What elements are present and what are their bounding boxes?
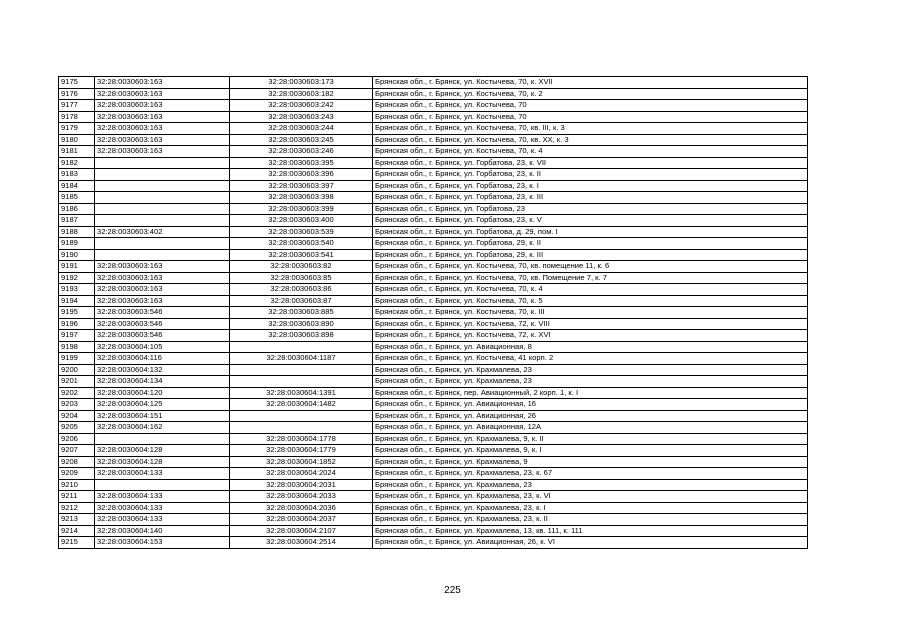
cadastral-number-cell: 32:28:0030603:85 <box>230 272 373 284</box>
cadastral-quarter-cell: 32:28:0030603:163 <box>95 100 230 112</box>
row-number-cell: 9178 <box>59 111 95 123</box>
row-number-cell: 9194 <box>59 295 95 307</box>
cadastral-quarter-cell <box>95 215 230 227</box>
address-cell: Брянская обл., г. Брянск, ул. Костычева, 70, к. III <box>373 307 808 319</box>
cadastral-quarter-cell: 32:28:0030604:140 <box>95 525 230 537</box>
table-row <box>59 238 808 250</box>
table-row <box>59 134 808 146</box>
row-number-cell: 9181 <box>59 146 95 158</box>
cadastral-number-cell: 32:28:0030603:541 <box>230 249 373 261</box>
row-number-cell: 9195 <box>59 307 95 319</box>
cadastral-number-cell: 32:28:0030603:182 <box>230 88 373 100</box>
cadastral-number-cell: 32:28:0030604:2107 <box>230 525 373 537</box>
table-row <box>59 123 808 135</box>
address-cell: Брянская обл., г. Брянск, ул. Авиационная, 12А <box>373 422 808 434</box>
address-cell: Брянская обл., г. Брянск, ул. Крахмалева, 23, к. I <box>373 502 808 514</box>
cadastral-number-cell: 32:28:0030604:2033 <box>230 491 373 503</box>
table-row <box>59 307 808 319</box>
table-row <box>59 479 808 491</box>
address-cell: Брянская обл., г. Брянск, ул. Костычева, 70, кв. XX, к. 3 <box>373 134 808 146</box>
table-row <box>59 284 808 296</box>
table-row <box>59 456 808 468</box>
cadastral-number-cell: 32:28:0030604:2036 <box>230 502 373 514</box>
cadastral-quarter-cell <box>95 157 230 169</box>
address-cell: Брянская обл., г. Брянск, ул. Крахмалева, 23 <box>373 376 808 388</box>
table-row <box>59 376 808 388</box>
row-number-cell: 9175 <box>59 77 95 89</box>
table-row <box>59 272 808 284</box>
cadastral-quarter-cell <box>95 238 230 250</box>
table-row <box>59 203 808 215</box>
cadastral-number-cell <box>230 364 373 376</box>
cadastral-registry-table <box>58 76 808 549</box>
address-cell: Брянская обл., г. Брянск, ул. Костычева, 70 <box>373 100 808 112</box>
row-number-cell: 9200 <box>59 364 95 376</box>
table-row <box>59 261 808 273</box>
table-row <box>59 433 808 445</box>
address-cell: Брянская обл., г. Брянск, ул. Костычева, 70, к. 4 <box>373 284 808 296</box>
cadastral-quarter-cell: 32:28:0030604:120 <box>95 387 230 399</box>
address-cell: Брянская обл., г. Брянск, ул. Авиационная, 26, к. VI <box>373 537 808 549</box>
cadastral-quarter-cell: 32:28:0030604:128 <box>95 445 230 457</box>
address-cell: Брянская обл., г. Брянск, ул. Горбатова, 23, к. II <box>373 169 808 181</box>
address-cell: Брянская обл., г. Брянск, ул. Крахмалева, 23, к. II <box>373 514 808 526</box>
cadastral-number-cell <box>230 376 373 388</box>
address-cell: Брянская обл., г. Брянск, ул. Костычева, 70, к. XVII <box>373 77 808 89</box>
cadastral-number-cell: 32:28:0030603:242 <box>230 100 373 112</box>
row-number-cell: 9208 <box>59 456 95 468</box>
cadastral-number-cell: 32:28:0030603:173 <box>230 77 373 89</box>
cadastral-number-cell: 32:28:0030604:2514 <box>230 537 373 549</box>
row-number-cell: 9182 <box>59 157 95 169</box>
cadastral-number-cell: 32:28:0030604:1778 <box>230 433 373 445</box>
cadastral-number-cell: 32:28:0030604:2037 <box>230 514 373 526</box>
row-number-cell: 9180 <box>59 134 95 146</box>
cadastral-number-cell: 32:28:0030603:245 <box>230 134 373 146</box>
cadastral-quarter-cell: 32:28:0030603:163 <box>95 272 230 284</box>
address-cell: Брянская обл., г. Брянск, ул. Горбатова, 23, к. III <box>373 192 808 204</box>
cadastral-number-cell: 32:28:0030603:246 <box>230 146 373 158</box>
cadastral-number-cell: 32:28:0030603:396 <box>230 169 373 181</box>
table-row <box>59 249 808 261</box>
address-cell: Брянская обл., г. Брянск, ул. Костычева, 70, к. 2 <box>373 88 808 100</box>
table-row <box>59 295 808 307</box>
cadastral-quarter-cell: 32:28:0030604:133 <box>95 468 230 480</box>
address-cell: Брянская обл., г. Брянск, ул. Крахмалева, 9, к. II <box>373 433 808 445</box>
cadastral-quarter-cell: 32:28:0030604:151 <box>95 410 230 422</box>
table-row <box>59 399 808 411</box>
cadastral-quarter-cell: 32:28:0030603:546 <box>95 307 230 319</box>
cadastral-quarter-cell: 32:28:0030603:163 <box>95 88 230 100</box>
table-row <box>59 192 808 204</box>
cadastral-quarter-cell: 32:28:0030604:133 <box>95 502 230 514</box>
address-cell: Брянская обл., г. Брянск, ул. Горбатова, 29, к. II <box>373 238 808 250</box>
row-number-cell: 9186 <box>59 203 95 215</box>
address-cell: Брянская обл., г. Брянск, ул. Костычева, 41 корп. 2 <box>373 353 808 365</box>
cadastral-quarter-cell: 32:28:0030603:163 <box>95 77 230 89</box>
table-row <box>59 215 808 227</box>
row-number-cell: 9205 <box>59 422 95 434</box>
cadastral-number-cell: 32:28:0030604:1187 <box>230 353 373 365</box>
table-row <box>59 364 808 376</box>
table-row <box>59 353 808 365</box>
cadastral-quarter-cell <box>95 249 230 261</box>
row-number-cell: 9203 <box>59 399 95 411</box>
row-number-cell: 9206 <box>59 433 95 445</box>
cadastral-number-cell: 32:28:0030604:1852 <box>230 456 373 468</box>
address-cell: Брянская обл., г. Брянск, ул. Крахмалева, 9 <box>373 456 808 468</box>
table-row <box>59 525 808 537</box>
address-cell: Брянская обл., г. Брянск, ул. Костычева, 72, к. XVI <box>373 330 808 342</box>
cadastral-quarter-cell: 32:28:0030603:546 <box>95 330 230 342</box>
address-cell: Брянская обл., г. Брянск, пер. Авиационный, 2 корп. 1, к. I <box>373 387 808 399</box>
row-number-cell: 9214 <box>59 525 95 537</box>
row-number-cell: 9188 <box>59 226 95 238</box>
table-row <box>59 226 808 238</box>
cadastral-quarter-cell: 32:28:0030603:163 <box>95 284 230 296</box>
cadastral-quarter-cell: 32:28:0030604:125 <box>95 399 230 411</box>
address-cell: Брянская обл., г. Брянск, ул. Горбатова, 23, к. VII <box>373 157 808 169</box>
table-row <box>59 387 808 399</box>
table-row <box>59 537 808 549</box>
cadastral-number-cell: 32:28:0030603:539 <box>230 226 373 238</box>
table-row <box>59 341 808 353</box>
row-number-cell: 9210 <box>59 479 95 491</box>
cadastral-number-cell: 32:28:0030603:890 <box>230 318 373 330</box>
cadastral-quarter-cell <box>95 180 230 192</box>
row-number-cell: 9192 <box>59 272 95 284</box>
row-number-cell: 9196 <box>59 318 95 330</box>
row-number-cell: 9176 <box>59 88 95 100</box>
cadastral-quarter-cell: 32:28:0030603:163 <box>95 134 230 146</box>
row-number-cell: 9189 <box>59 238 95 250</box>
cadastral-number-cell <box>230 422 373 434</box>
cadastral-quarter-cell <box>95 479 230 491</box>
row-number-cell: 9207 <box>59 445 95 457</box>
row-number-cell: 9183 <box>59 169 95 181</box>
row-number-cell: 9204 <box>59 410 95 422</box>
row-number-cell: 9197 <box>59 330 95 342</box>
table-row <box>59 77 808 89</box>
address-cell: Брянская обл., г. Брянск, ул. Костычева, 70, к. 4 <box>373 146 808 158</box>
row-number-cell: 9190 <box>59 249 95 261</box>
cadastral-number-cell <box>230 410 373 422</box>
row-number-cell: 9199 <box>59 353 95 365</box>
row-number-cell: 9201 <box>59 376 95 388</box>
cadastral-quarter-cell: 32:28:0030604:105 <box>95 341 230 353</box>
address-cell: Брянская обл., г. Брянск, ул. Горбатова, 23 <box>373 203 808 215</box>
address-cell: Брянская обл., г. Брянск, ул. Авиационная, 8 <box>373 341 808 353</box>
cadastral-number-cell: 32:28:0030603:244 <box>230 123 373 135</box>
table-row <box>59 468 808 480</box>
address-cell: Брянская обл., г. Брянск, ул. Горбатова, 23, к. V <box>373 215 808 227</box>
cadastral-quarter-cell: 32:28:0030604:128 <box>95 456 230 468</box>
table-row <box>59 318 808 330</box>
row-number-cell: 9179 <box>59 123 95 135</box>
row-number-cell: 9198 <box>59 341 95 353</box>
table-row <box>59 422 808 434</box>
address-cell: Брянская обл., г. Брянск, ул. Костычева, 70 <box>373 111 808 123</box>
table-row <box>59 100 808 112</box>
row-number-cell: 9193 <box>59 284 95 296</box>
table-row <box>59 491 808 503</box>
cadastral-quarter-cell: 32:28:0030604:132 <box>95 364 230 376</box>
address-cell: Брянская обл., г. Брянск, ул. Костычева, 72, к. VIII <box>373 318 808 330</box>
row-number-cell: 9211 <box>59 491 95 503</box>
table-row <box>59 330 808 342</box>
cadastral-quarter-cell: 32:28:0030603:163 <box>95 295 230 307</box>
row-number-cell: 9209 <box>59 468 95 480</box>
cadastral-quarter-cell: 32:28:0030603:163 <box>95 261 230 273</box>
cadastral-quarter-cell: 32:28:0030604:116 <box>95 353 230 365</box>
address-cell: Брянская обл., г. Брянск, ул. Авиационная, 26 <box>373 410 808 422</box>
table-row <box>59 146 808 158</box>
cadastral-number-cell: 32:28:0030603:243 <box>230 111 373 123</box>
cadastral-number-cell: 32:28:0030603:399 <box>230 203 373 215</box>
address-cell: Брянская обл., г. Брянск, ул. Костычева, 70, к. 5 <box>373 295 808 307</box>
table-row <box>59 410 808 422</box>
address-cell: Брянская обл., г. Брянск, ул. Костычева, 70, кв. III, к. 3 <box>373 123 808 135</box>
address-cell: Брянская обл., г. Брянск, ул. Крахмалева, 9, к. I <box>373 445 808 457</box>
cadastral-quarter-cell <box>95 169 230 181</box>
row-number-cell: 9185 <box>59 192 95 204</box>
table-row <box>59 445 808 457</box>
cadastral-quarter-cell: 32:28:0030604:162 <box>95 422 230 434</box>
address-cell: Брянская обл., г. Брянск, ул. Крахмалева, 23 <box>373 479 808 491</box>
address-cell: Брянская обл., г. Брянск, ул. Костычева, 70, кв. помещение 11, к. 6 <box>373 261 808 273</box>
table-row <box>59 514 808 526</box>
cadastral-number-cell: 32:28:0030603:898 <box>230 330 373 342</box>
address-cell: Брянская обл., г. Брянск, ул. Крахмалева, 23 <box>373 364 808 376</box>
address-cell: Брянская обл., г. Брянск, ул. Горбатова, 29, к. III <box>373 249 808 261</box>
cadastral-quarter-cell: 32:28:0030603:163 <box>95 111 230 123</box>
row-number-cell: 9212 <box>59 502 95 514</box>
cadastral-number-cell: 32:28:0030603:400 <box>230 215 373 227</box>
cadastral-quarter-cell <box>95 192 230 204</box>
address-cell: Брянская обл., г. Брянск, ул. Крахмалева, 23, к. VI <box>373 491 808 503</box>
cadastral-number-cell: 32:28:0030603:397 <box>230 180 373 192</box>
row-number-cell: 9184 <box>59 180 95 192</box>
cadastral-quarter-cell <box>95 203 230 215</box>
row-number-cell: 9215 <box>59 537 95 549</box>
cadastral-number-cell: 32:28:0030603:82 <box>230 261 373 273</box>
cadastral-number-cell: 32:28:0030603:398 <box>230 192 373 204</box>
row-number-cell: 9213 <box>59 514 95 526</box>
cadastral-number-cell: 32:28:0030603:395 <box>230 157 373 169</box>
table-row <box>59 157 808 169</box>
cadastral-number-cell: 32:28:0030603:86 <box>230 284 373 296</box>
table-row <box>59 169 808 181</box>
registry-table-body <box>59 77 808 549</box>
address-cell: Брянская обл., г. Брянск, ул. Авиационная, 16 <box>373 399 808 411</box>
table-row <box>59 111 808 123</box>
cadastral-number-cell <box>230 341 373 353</box>
cadastral-quarter-cell: 32:28:0030604:153 <box>95 537 230 549</box>
cadastral-number-cell: 32:28:0030604:1482 <box>230 399 373 411</box>
address-cell: Брянская обл., г. Брянск, ул. Крахмалева, 23, к. 67 <box>373 468 808 480</box>
cadastral-number-cell: 32:28:0030603:87 <box>230 295 373 307</box>
row-number-cell: 9191 <box>59 261 95 273</box>
page-number: 225 <box>444 585 461 596</box>
address-cell: Брянская обл., г. Брянск, ул. Горбатова, д. 29, пом. I <box>373 226 808 238</box>
cadastral-number-cell: 32:28:0030604:2031 <box>230 479 373 491</box>
cadastral-number-cell: 32:28:0030604:2024 <box>230 468 373 480</box>
cadastral-quarter-cell: 32:28:0030604:133 <box>95 491 230 503</box>
address-cell: Брянская обл., г. Брянск, ул. Крахмалева, 13, кв. 111, к. 111 <box>373 525 808 537</box>
address-cell: Брянская обл., г. Брянск, ул. Костычева, 70, кв. Помещение 7, к. 7 <box>373 272 808 284</box>
cadastral-quarter-cell: 32:28:0030603:402 <box>95 226 230 238</box>
row-number-cell: 9187 <box>59 215 95 227</box>
cadastral-number-cell: 32:28:0030604:1779 <box>230 445 373 457</box>
cadastral-quarter-cell: 32:28:0030604:134 <box>95 376 230 388</box>
address-cell: Брянская обл., г. Брянск, ул. Горбатова, 23, к. I <box>373 180 808 192</box>
cadastral-quarter-cell: 32:28:0030603:163 <box>95 123 230 135</box>
cadastral-quarter-cell: 32:28:0030603:546 <box>95 318 230 330</box>
row-number-cell: 9202 <box>59 387 95 399</box>
cadastral-number-cell: 32:28:0030603:540 <box>230 238 373 250</box>
table-row <box>59 502 808 514</box>
table-row <box>59 88 808 100</box>
cadastral-quarter-cell <box>95 433 230 445</box>
table-row <box>59 180 808 192</box>
cadastral-number-cell: 32:28:0030604:1391 <box>230 387 373 399</box>
row-number-cell: 9177 <box>59 100 95 112</box>
cadastral-number-cell: 32:28:0030603:885 <box>230 307 373 319</box>
cadastral-quarter-cell: 32:28:0030603:163 <box>95 146 230 158</box>
cadastral-quarter-cell: 32:28:0030604:133 <box>95 514 230 526</box>
